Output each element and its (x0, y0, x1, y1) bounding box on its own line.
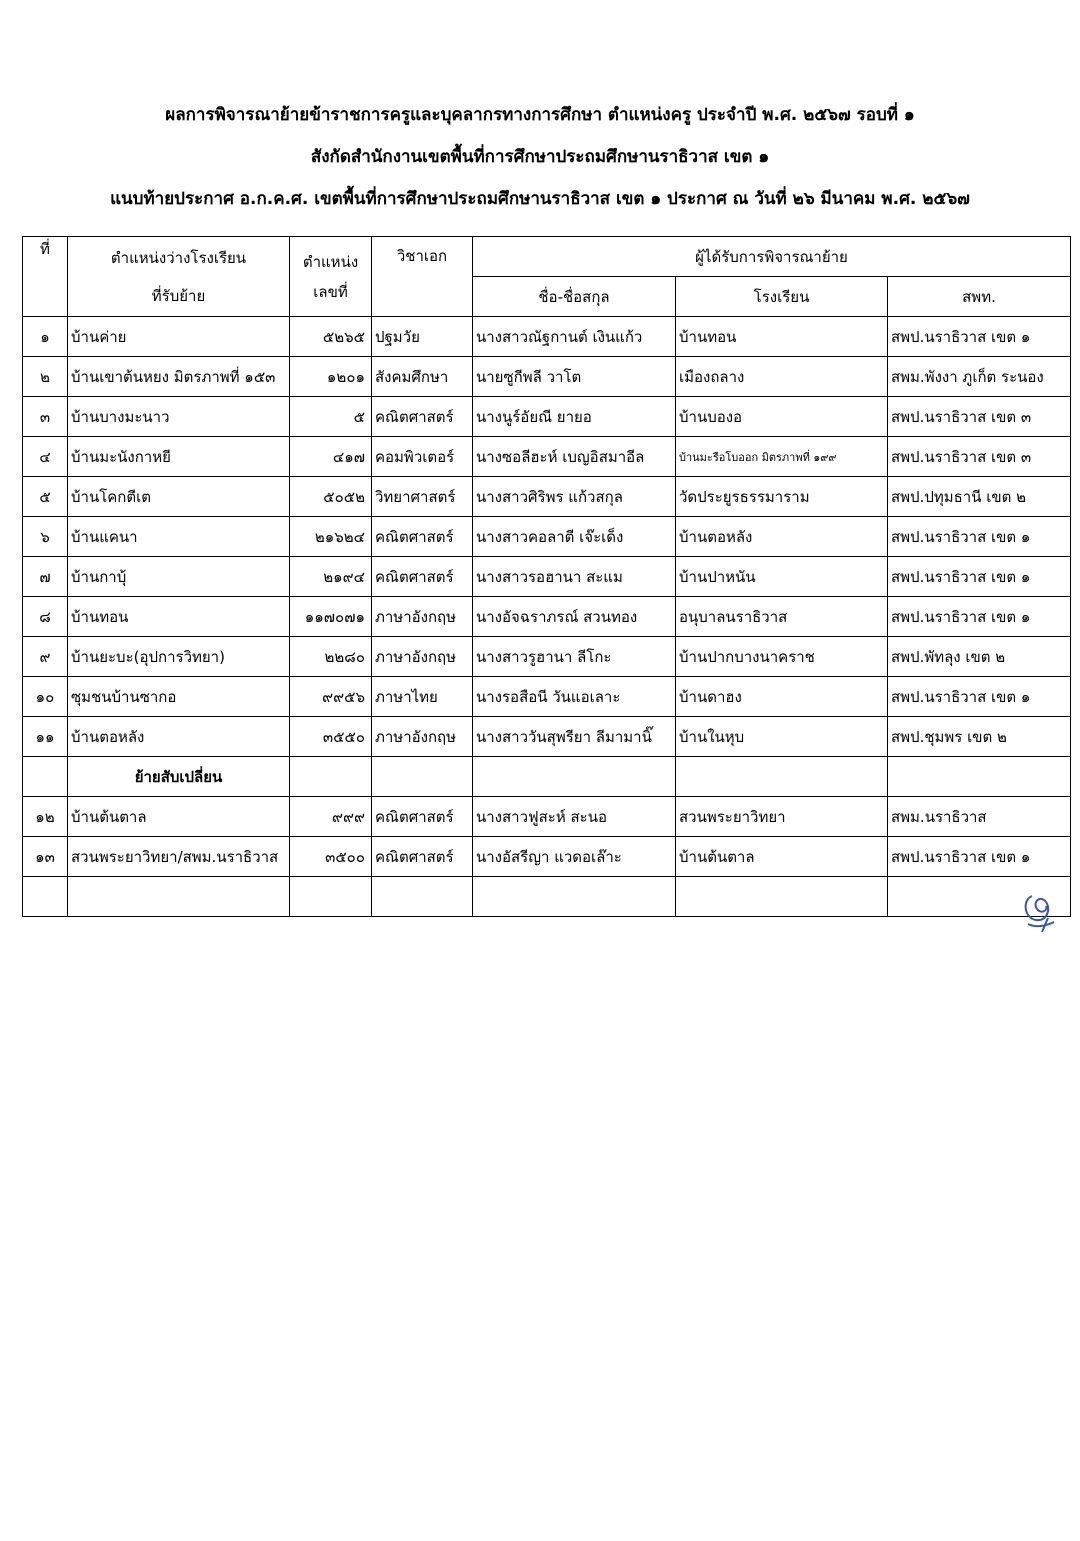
row-number: ๘ (23, 597, 68, 637)
col-header-vacant-school-line2: ที่รับย้าย (151, 286, 206, 305)
teacher-name: นางนูร์อัยณี ยายอ (473, 397, 676, 437)
empty-row (23, 877, 1071, 917)
origin-school: บ้านมะรือโบออก มิตรภาพที่ ๑๙๙ (676, 437, 888, 477)
row-number: ๑ (23, 317, 68, 357)
empty-cell (23, 877, 68, 917)
empty-cell (473, 877, 676, 917)
empty-cell (676, 877, 888, 917)
position-number: ๕๐๕๒ (290, 477, 372, 517)
origin-school: บ้านในหุบ (676, 717, 888, 757)
origin-school: เมืองถลาง (676, 357, 888, 397)
empty-cell (290, 877, 372, 917)
vacant-school: ซุมชนบ้านซากอ (68, 677, 290, 717)
teacher-name: นางสาวฟูสะห์ สะนอ (473, 797, 676, 837)
teacher-name: นางสาวคอลาตี เจ๊ะเด็ง (473, 517, 676, 557)
teacher-name: นายซูกีพลี วาโต (473, 357, 676, 397)
teacher-name: นางรอสือนี วันแอเลาะ (473, 677, 676, 717)
vacant-school: บ้านกาบุ้ (68, 557, 290, 597)
table-row (23, 637, 1071, 677)
col-header-from-school: โรงเรียน (676, 277, 888, 317)
row-number: ๙ (23, 637, 68, 677)
table-row (23, 517, 1071, 557)
position-number: ๒๑๙๔ (290, 557, 372, 597)
position-number: ๒๑๖๒๔ (290, 517, 372, 557)
col-header-position-line2: เลขที่ (313, 282, 348, 301)
table-row (23, 437, 1071, 477)
col-header-group: ผู้ได้รับการพิจารณาย้าย (473, 237, 1071, 277)
major-subject: ภาษาอังกฤษ (372, 717, 473, 757)
major-subject: ภาษาอังกฤษ (372, 637, 473, 677)
position-number: ๙๙๕๖ (290, 677, 372, 717)
title-line-1: ผลการพิจารณาย้ายข้าราชการครูและบุคลากรทางการศึกษา ตำแหน่งครู ประจำปี พ.ศ. ๒๕๖๗ รอบที่ ๑ (165, 105, 915, 125)
section-title-swap: ย้ายสับเปลี่ยน (68, 757, 290, 797)
vacant-school: บ้านทอน (68, 597, 290, 637)
major-subject: ภาษาไทย (372, 677, 473, 717)
empty-cell (888, 757, 1071, 797)
vacant-school: บ้านโคกตีเต (68, 477, 290, 517)
table-row (23, 597, 1071, 637)
major-subject: คณิตศาสตร์ (372, 517, 473, 557)
position-number: ๕ (290, 397, 372, 437)
table-body (23, 317, 1071, 917)
major-subject: คณิตศาสตร์ (372, 557, 473, 597)
row-number: ๒ (23, 357, 68, 397)
transfer-results-table (22, 236, 1071, 917)
vacant-school: บ้านแคนา (68, 517, 290, 557)
document-header (0, 98, 1080, 224)
row-number: ๑๐ (23, 677, 68, 717)
position-number: ๓๕๕๐ (290, 717, 372, 757)
table-row (23, 797, 1071, 837)
origin-office: สพป.พัทลุง เขต ๒ (888, 637, 1071, 677)
origin-office: สพป.นราธิวาส เขต ๓ (888, 437, 1071, 477)
teacher-name: นางอัสรีญา แวดอเล๊าะ (473, 837, 676, 877)
title-line-3: แนบท้ายประกาศ อ.ก.ค.ศ. เขตพื้นที่การศึกษาประถมศึกษานราธิวาส เขต ๑ ประกาศ ณ วันที่ ๒๖ มีนาคม พ.ศ. ๒๕๖๗ (110, 189, 970, 209)
header-row-1 (23, 237, 1071, 277)
row-number: ๑๑ (23, 717, 68, 757)
teacher-name: นางสาวรอฮานา สะแม (473, 557, 676, 597)
origin-office: สพม.นราธิวาส (888, 797, 1071, 837)
vacant-school: บ้านค่าย (68, 317, 290, 357)
col-header-name: ชื่อ-ชื่อสกุล (473, 277, 676, 317)
position-number: ๑๑๗๐๗๑ (290, 597, 372, 637)
origin-school: บ้านตอหลัง (676, 517, 888, 557)
origin-school: บ้านต้นตาล (676, 837, 888, 877)
major-subject: ปฐมวัย (372, 317, 473, 357)
teacher-name: นางสาวรูฮานา ลีโกะ (473, 637, 676, 677)
row-number: ๕ (23, 477, 68, 517)
major-subject: วิทยาศาสตร์ (372, 477, 473, 517)
position-number: ๙๙๙ (290, 797, 372, 837)
empty-cell (676, 757, 888, 797)
origin-school: วัดประยูรธรรมาราม (676, 477, 888, 517)
origin-school: อนุบาลนราธิวาส (676, 597, 888, 637)
origin-office: สพป.ชุมพร เขต ๒ (888, 717, 1071, 757)
position-number: ๔๑๗ (290, 437, 372, 477)
position-number: ๕๒๖๕ (290, 317, 372, 357)
col-header-major: วิชาเอก (372, 237, 473, 317)
table-row (23, 557, 1071, 597)
vacant-school: บ้านยะบะ(อุปการวิทยา) (68, 637, 290, 677)
vacant-school: บ้านต้นตาล (68, 797, 290, 837)
position-number: ๒๒๘๐ (290, 637, 372, 677)
table-row (23, 317, 1071, 357)
empty-cell (372, 757, 473, 797)
row-number: ๖ (23, 517, 68, 557)
origin-school: สวนพระยาวิทยา (676, 797, 888, 837)
origin-office: สพม.พังงา ภูเก็ต ระนอง (888, 357, 1071, 397)
empty-cell (372, 877, 473, 917)
major-subject: สังคมศึกษา (372, 357, 473, 397)
empty-cell (473, 757, 676, 797)
row-number: ๑๓ (23, 837, 68, 877)
origin-school: บ้านปากบางนาคราช (676, 637, 888, 677)
title-line-2: สังกัดสำนักงานเขตพื้นที่การศึกษาประถมศึกษานราธิวาส เขต ๑ (310, 147, 770, 167)
empty-cell (23, 757, 68, 797)
col-header-office: สพท. (888, 277, 1071, 317)
row-number: ๔ (23, 437, 68, 477)
teacher-name: นางซอลีฮะห์ เบญอิสมาอีล (473, 437, 676, 477)
row-number: ๓ (23, 397, 68, 437)
origin-office: สพป.นราธิวาส เขต ๑ (888, 557, 1071, 597)
empty-cell (68, 877, 290, 917)
major-subject: คณิตศาสตร์ (372, 797, 473, 837)
origin-office: สพป.นราธิวาส เขต ๑ (888, 677, 1071, 717)
teacher-name: นางสาววันสุพรียา ลีมามานิ๊ (473, 717, 676, 757)
origin-school: บ้านบองอ (676, 397, 888, 437)
major-subject: ภาษาอังกฤษ (372, 597, 473, 637)
teacher-name: นางสาวณัฐกานต์ เงินแก้ว (473, 317, 676, 357)
origin-office: สพป.นราธิวาส เขต ๓ (888, 397, 1071, 437)
vacant-school: บ้านมะนังกาหยี (68, 437, 290, 477)
col-header-position-no (290, 237, 372, 317)
vacant-school: บ้านตอหลัง (68, 717, 290, 757)
origin-office: สพป.นราธิวาส เขต ๑ (888, 517, 1071, 557)
vacant-school: บ้านบางมะนาว (68, 397, 290, 437)
col-header-no: ที่ (23, 237, 68, 317)
row-number: ๗ (23, 557, 68, 597)
table-row (23, 837, 1071, 877)
origin-school: บ้านดาฮง (676, 677, 888, 717)
section-row-swap (23, 757, 1071, 797)
origin-school: บ้านทอน (676, 317, 888, 357)
teacher-name: นางอัจฉราภรณ์ สวนทอง (473, 597, 676, 637)
origin-office: สพป.นราธิวาส เขต ๑ (888, 597, 1071, 637)
signature-mark (1018, 888, 1068, 934)
col-header-vacant-school-line1: ตำแหน่งว่างโรงเรียน (110, 248, 247, 267)
teacher-name: นางสาวศิริพร แก้วสกุล (473, 477, 676, 517)
vacant-school: สวนพระยาวิทยา/สพม.นราธิวาส (68, 837, 290, 877)
table-row (23, 357, 1071, 397)
col-header-position-line1: ตำแหน่ง (302, 252, 359, 271)
position-number: ๑๒๐๑ (290, 357, 372, 397)
major-subject: คอมพิวเตอร์ (372, 437, 473, 477)
position-number: ๓๕๐๐ (290, 837, 372, 877)
row-number: ๑๒ (23, 797, 68, 837)
table-row (23, 397, 1071, 437)
empty-cell (290, 757, 372, 797)
table-row (23, 717, 1071, 757)
origin-office: สพป.นราธิวาส เขต ๑ (888, 837, 1071, 877)
major-subject: คณิตศาสตร์ (372, 397, 473, 437)
vacant-school: บ้านเขาต้นหยง มิตรภาพที่ ๑๕๓ (68, 357, 290, 397)
col-header-vacant-school (68, 237, 290, 317)
table-row (23, 477, 1071, 517)
origin-office: สพป.ปทุมธานี เขต ๒ (888, 477, 1071, 517)
major-subject: คณิตศาสตร์ (372, 837, 473, 877)
origin-office: สพป.นราธิวาส เขต ๑ (888, 317, 1071, 357)
table-row (23, 677, 1071, 717)
origin-school: บ้านปาหนัน (676, 557, 888, 597)
